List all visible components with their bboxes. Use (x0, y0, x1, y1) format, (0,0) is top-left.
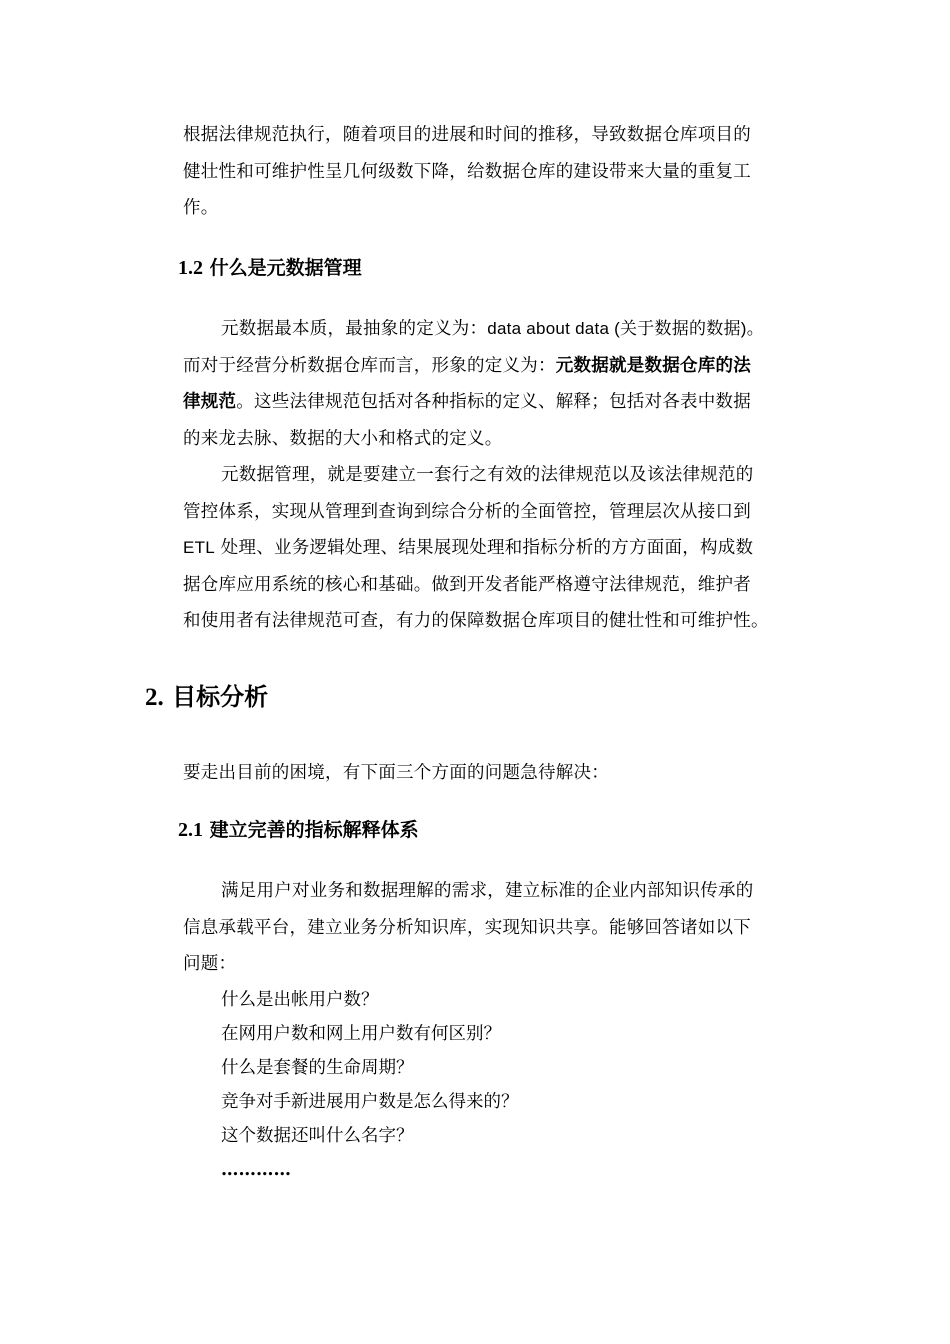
list-item: 竞争对手新进展用户数是怎么得来的？ (221, 1092, 519, 1112)
goal-intro-paragraph (183, 755, 823, 792)
metadata-management-paragraph (183, 457, 823, 640)
metadata-definition-paragraph (183, 311, 823, 457)
section-heading-1-2 (178, 253, 362, 280)
paragraph-line: 信息承载平台，建立业务分析知识库，实现知识共享。能够回答诸如以下 (183, 917, 751, 938)
paragraph-line: 元数据管理，就是要建立一套行之有效的法律规范以及该法律规范的 (221, 465, 754, 485)
text-run: 。这些法律规范包括对各种指标的定义、解释；包括对各表中数据 (236, 392, 751, 412)
paragraph-line (183, 348, 823, 385)
text-run: (关于数据的数据)。 (609, 319, 764, 338)
section-number: 1.2 (178, 257, 203, 279)
section-title: 建立完善的指标解释体系 (209, 819, 419, 841)
list-item: 什么是出帐用户数？ (221, 990, 379, 1010)
question-list (221, 983, 821, 1187)
section-heading-2-1 (178, 815, 419, 842)
bold-text-run: 元数据就是数据仓库的法 (555, 355, 751, 376)
section-heading-2 (145, 677, 268, 712)
indicator-system-paragraph (183, 873, 823, 983)
paragraph-line: 的来龙去脉、数据的大小和格式的定义。 (183, 428, 503, 449)
paragraph-line: 问题： (183, 954, 237, 974)
section-title: 什么是元数据管理 (209, 257, 362, 279)
paragraph-line: 作。 (183, 198, 219, 218)
list-item: 什么是套餐的生命周期？ (221, 1058, 414, 1078)
text-run: 处理、业务逻辑处理、结果展现处理和指标分析的方方面面，构成数 (214, 538, 754, 558)
text-run: 而对于经营分析数据仓库而言，形象的定义为： (183, 355, 556, 376)
list-item: 在网用户数和网上用户数有何区别？ (221, 1024, 501, 1044)
paragraph-line (183, 384, 823, 421)
paragraph-line: 要走出目前的困境，有下面三个方面的问题急待解决： (183, 763, 609, 783)
text-run: 元数据最本质，最抽象的定义为： (221, 319, 488, 339)
paragraph-line: 根据法律规范执行，随着项目的进展和时间的推移，导致数据仓库项目的 (183, 125, 751, 145)
paragraph-line: 和使用者有法律规范可查，有力的保障数据仓库项目的健壮性和可维护性。 (183, 611, 769, 631)
intro-paragraph (183, 117, 823, 227)
paragraph-line: 管控体系，实现从管理到查询到综合分析的全面管控，管理层次从接口到 (183, 501, 751, 522)
list-item-ellipsis: ………… (221, 1160, 291, 1180)
text-run-latin: ETL (183, 538, 215, 557)
paragraph-line: 据仓库应用系统的核心和基础。做到开发者能严格遵守法律规范，维护者 (183, 574, 751, 595)
paragraph-line (183, 311, 823, 348)
section-number: 2.1 (178, 819, 203, 841)
section-number: 2. (145, 684, 164, 711)
section-title: 目标分析 (172, 683, 269, 711)
text-run-latin: data about data (487, 319, 610, 338)
paragraph-line: 健壮性和可维护性呈几何级数下降，给数据仓库的建设带来大量的重复工 (183, 161, 751, 182)
paragraph-line: 满足用户对业务和数据理解的需求，建立标准的企业内部知识传承的 (221, 881, 754, 901)
list-item: 这个数据还叫什么名字？ (221, 1126, 414, 1146)
bold-text-run: 律规范 (183, 392, 237, 412)
paragraph-line (183, 530, 823, 567)
